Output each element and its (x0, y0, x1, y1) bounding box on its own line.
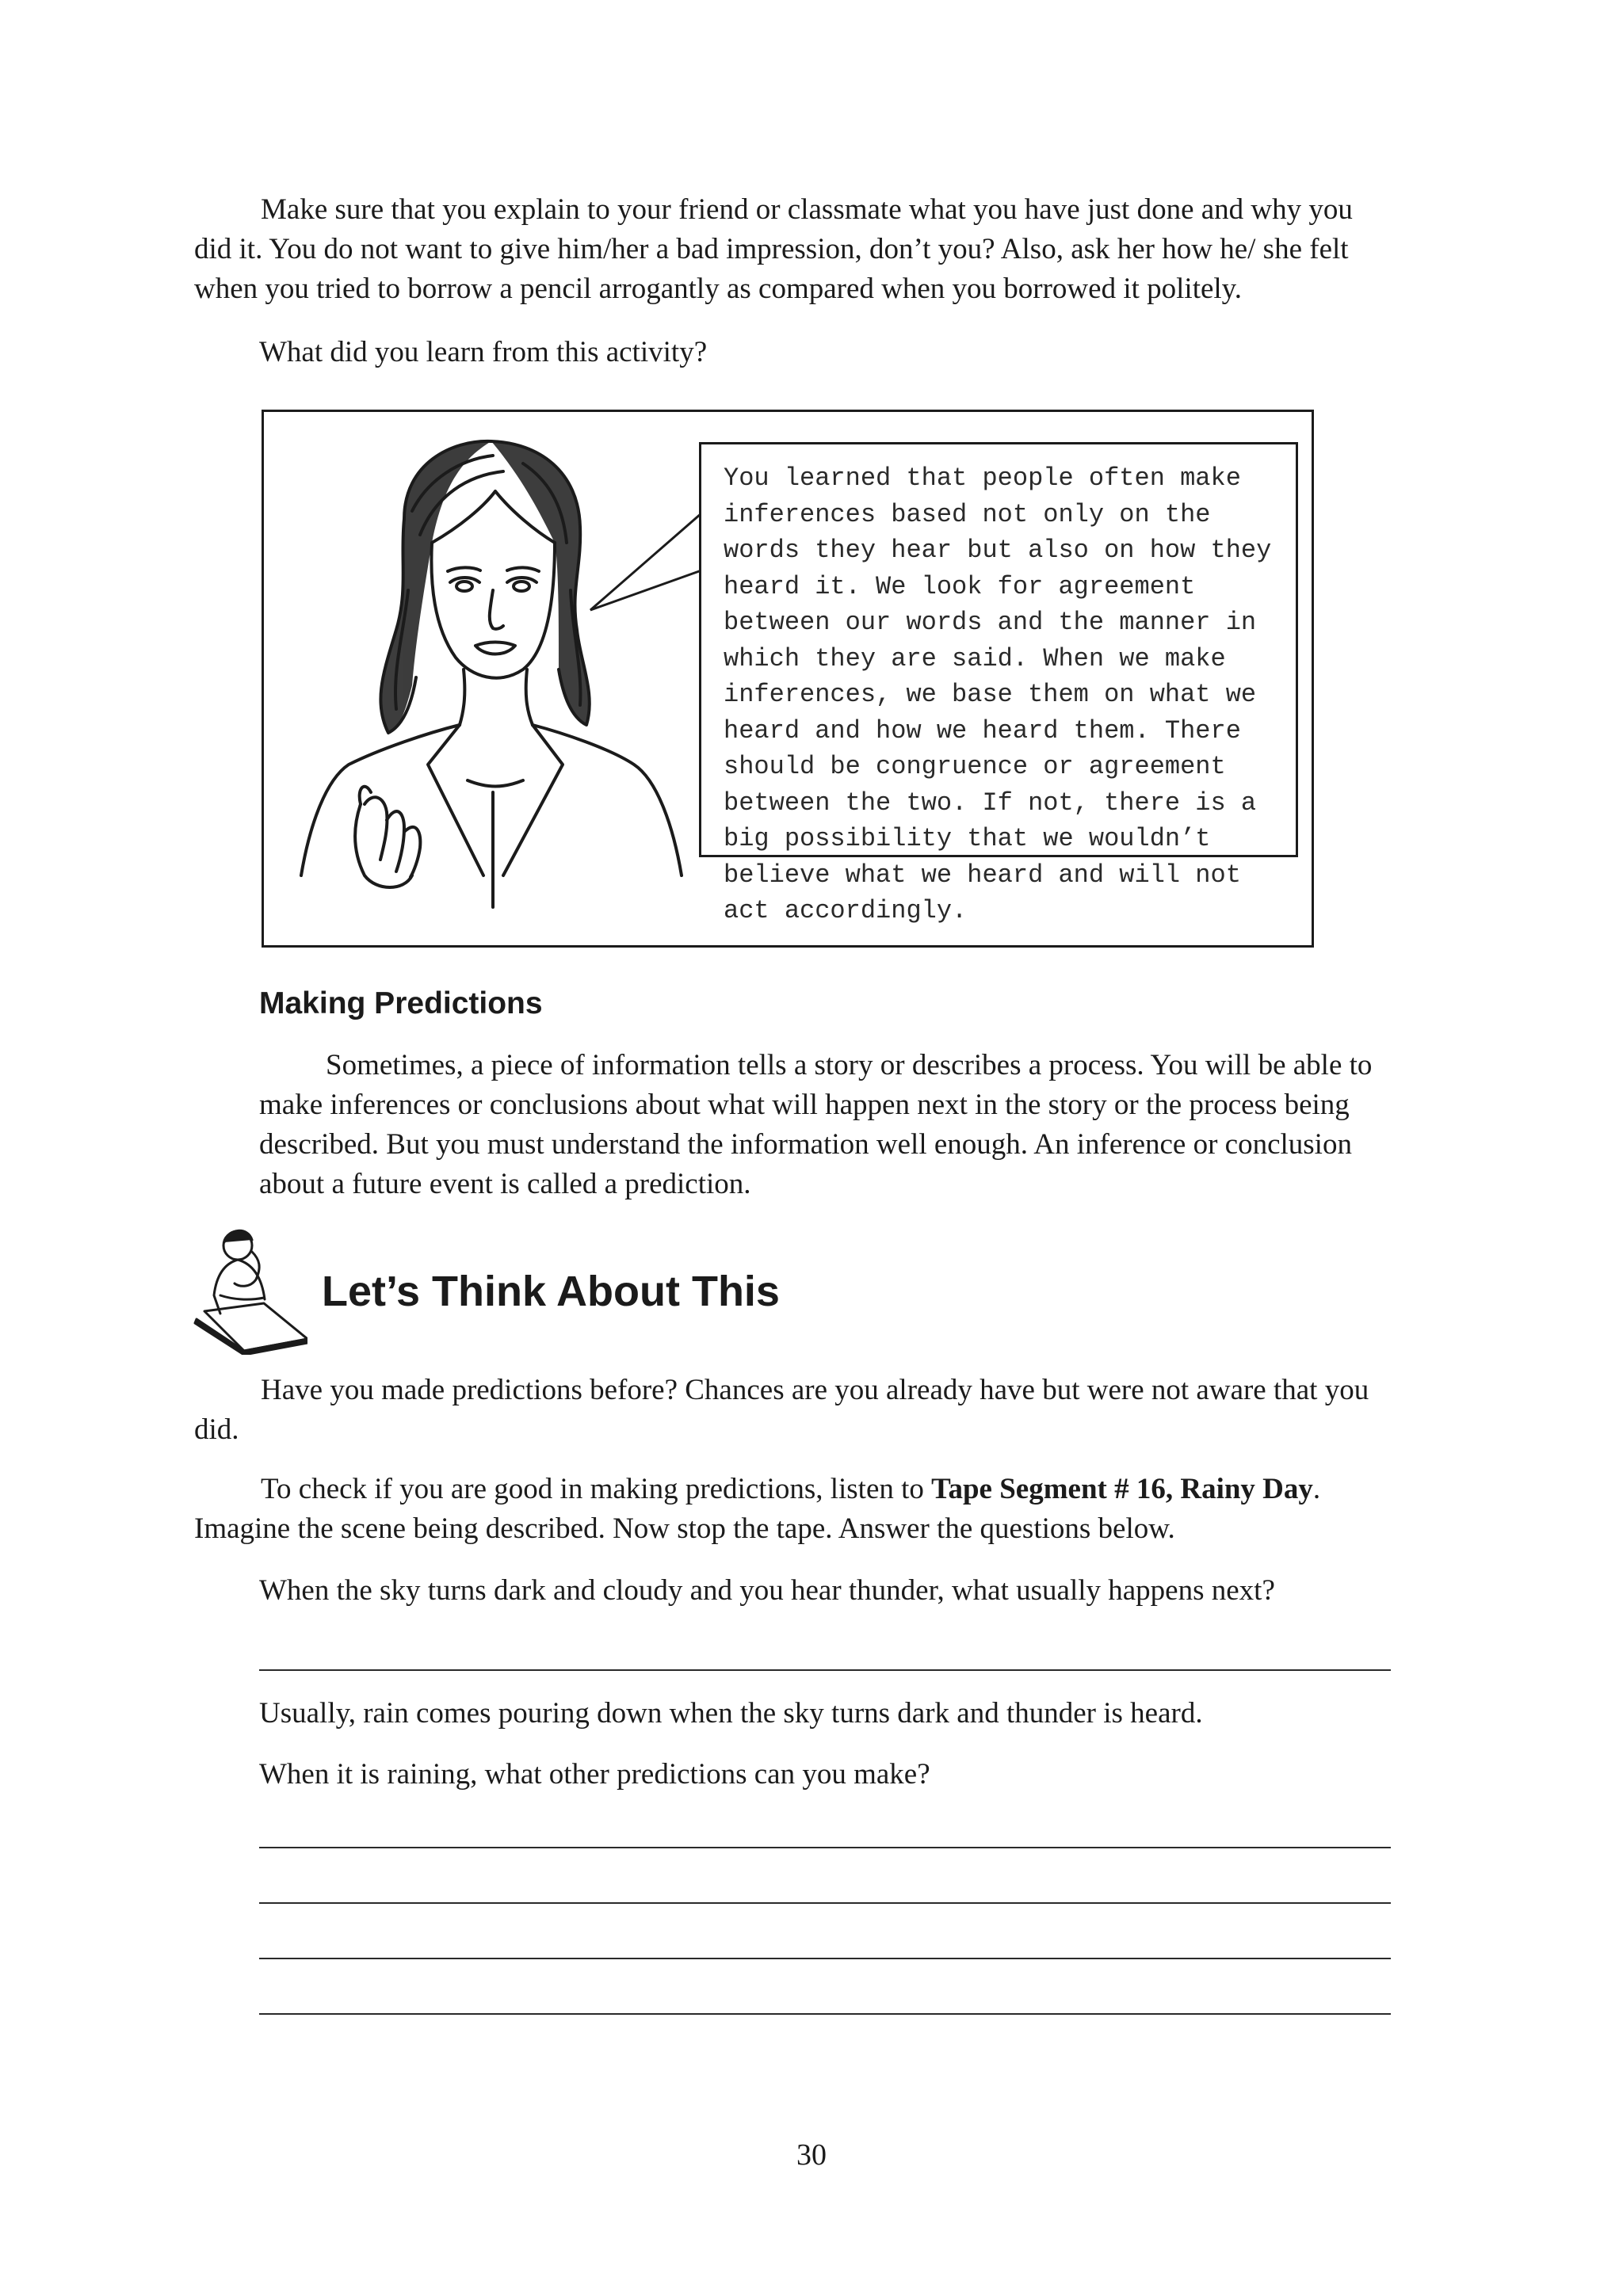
predictions-paragraph: Sometimes, a piece of information tells a story or describes a process. You will be able to make inferences or conclusions about what will happen next in the story or the process being described. But you must understand the information well enough. An inference or conclusion about a future event is called a prediction. (259, 1049, 1373, 1200)
answer-line-3[interactable] (259, 1902, 1391, 1904)
answer-1: Usually, rain comes pouring down when the sky turns dark and thunder is heard. (259, 1697, 1203, 1730)
page-number: 30 (796, 2138, 827, 2172)
section-heading-predictions: Making Predictions (259, 986, 543, 1020)
question-2: When it is raining, what other predictions can you make? (259, 1758, 930, 1791)
tape-segment-reference: Tape Segment # 16, Rainy Day (931, 1473, 1313, 1505)
thinking-student-icon (189, 1220, 307, 1355)
answer-line-4[interactable] (259, 1958, 1391, 1959)
think-paragraph-2: To check if you are good in making predictions, listen to Tape Segment # 16, Rainy Day. Imagine the scene being described. Now stop the tape. Answer the questions below. (194, 1473, 1321, 1545)
speech-bubble: You learned that people often make inferences based not only on the words they hear but also on how they heard it. We look for agreement between our words and the manner in which they are said. When we make inferences, we base them on what we heard and how we heard them. There should be congruence or agreement between the two. If not, there is a big possibility that we wouldn’t believe what we heard and will not act accordingly. (699, 442, 1298, 857)
section-heading-think: Let’s Think About This (322, 1268, 780, 1315)
question-learn: What did you learn from this activity? (259, 336, 708, 368)
intro-paragraph: Make sure that you explain to your friend or classmate what you have just done and why you did it. You do not want to give him/her a bad impression, don’t you? Also, ask her how he/ she felt when you tried to borrow a pencil arrogantly as compared when you borrowed it politely. (194, 193, 1353, 305)
speech-bubble-tail (586, 499, 705, 618)
think-paragraph-1: Have you made predictions before? Chances are you already have but were not aware that you did. (194, 1374, 1369, 1446)
answer-line-5[interactable] (259, 2013, 1391, 2015)
answer-line-2[interactable] (259, 1847, 1391, 1848)
question-1: When the sky turns dark and cloudy and you hear thunder, what usually happens next? (259, 1574, 1275, 1607)
answer-line-1[interactable] (259, 1669, 1391, 1671)
